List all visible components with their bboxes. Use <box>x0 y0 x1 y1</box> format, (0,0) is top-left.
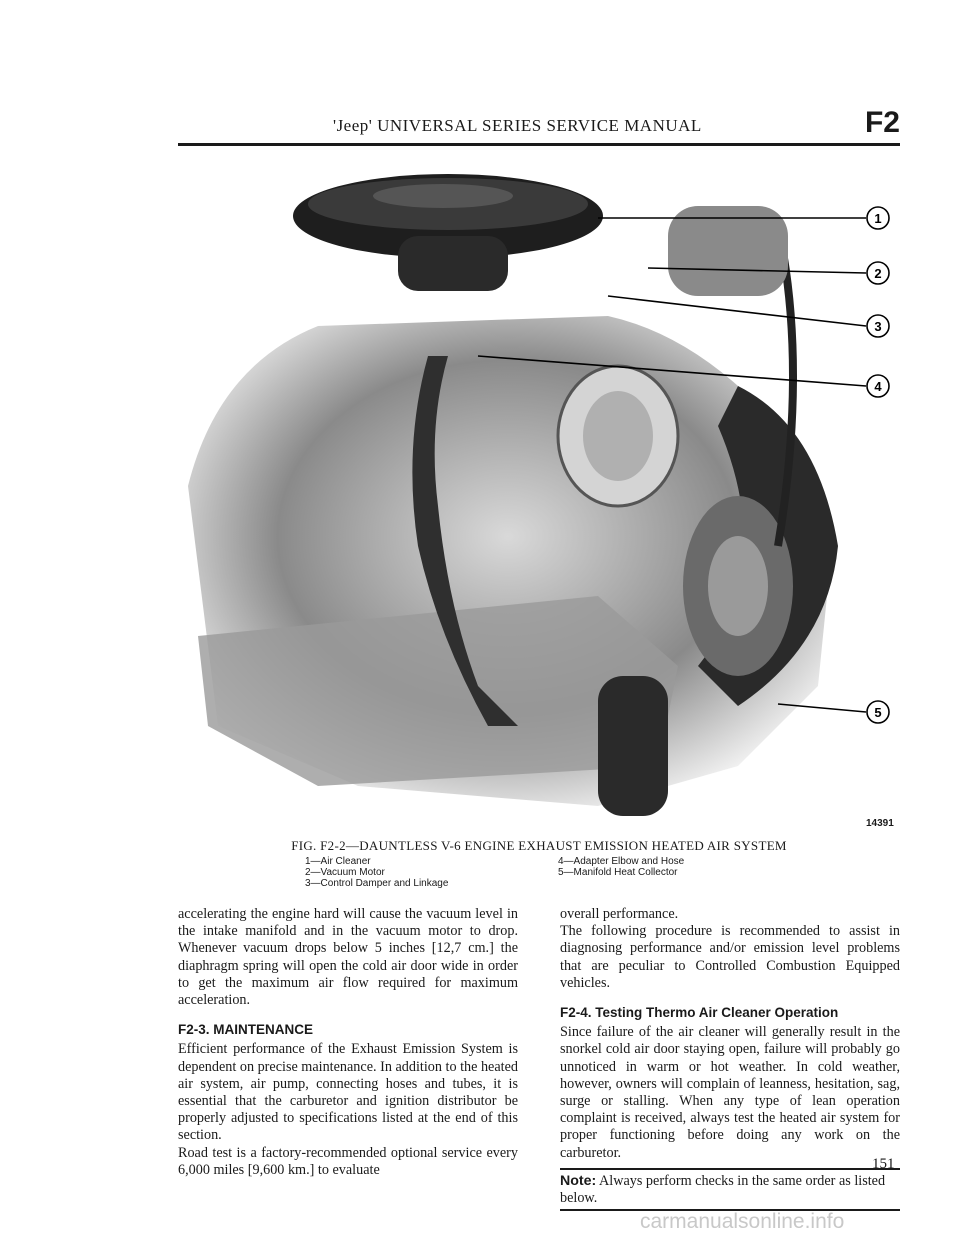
paragraph: Road test is a factory-recommended optional service every 6,000 miles [9,600 km.] to evaluate <box>178 1144 518 1178</box>
header-rule <box>178 143 900 146</box>
left-column <box>178 906 518 1179</box>
legend-item: 2—Vacuum Motor <box>305 867 385 878</box>
callout-3: 3 <box>874 319 882 334</box>
page-number: 151 <box>872 1156 895 1172</box>
paragraph: accelerating the engine hard will cause the vacuum level in the intake manifold and in the vacuum motor to drop. Whenever vacuum drops below 5 inches [12,7 cm.] the diaphragm spring will open the cold air door wide in order to get the maximum air flow required for maximum acceleration. <box>178 906 518 1009</box>
figure-legend-right <box>558 856 684 878</box>
paragraph: Efficient performance of the Exhaust Emission System is dependent on precise maintenance. In addition to the heated air system, air pump, connecting hoses and tubes, it is essential that the carburetor and ignition distributor be properly adjusted to specifications listed at the end of this section. <box>178 1041 518 1144</box>
legend-item: 4—Adapter Elbow and Hose <box>558 856 685 867</box>
page-header <box>178 106 900 150</box>
section-code: F2 <box>864 106 900 139</box>
callout-5: 5 <box>874 705 882 720</box>
watermark: carmanualsonline.info <box>640 1210 845 1233</box>
paragraph: Since failure of the air cleaner will generally result in the snorkel cold air door staying open, failure will probably go unnoticed in warm or hot weather. In cold weather, however, owners will complain of leanness, hesitation, sag, surge or stalling. When any type of lean operation complaint is received, always test the heated air system for proper functioning before doing any work on the carburetor. <box>560 1024 900 1161</box>
legend-item: 5—Manifold Heat Collector <box>558 867 678 878</box>
legend-item: 3—Control Damper and Linkage <box>305 878 449 889</box>
figure-legend-left <box>305 856 448 889</box>
manual-title: 'Jeep' UNIVERSAL SERIES SERVICE MANUAL <box>333 116 702 135</box>
engine-photo-figure <box>178 166 900 826</box>
callout-4: 4 <box>874 379 882 394</box>
legend-item: 1—Air Cleaner <box>305 856 371 867</box>
section-heading-testing: F2-4. Testing Thermo Air Cleaner Operation <box>560 1005 839 1021</box>
paragraph: overall performance. <box>560 906 679 922</box>
note-box <box>560 1168 900 1211</box>
callout-1: 1 <box>874 211 882 226</box>
right-column <box>560 906 900 1211</box>
paragraph: The following procedure is recommended to assist in diagnosing performance and/or emission level problems that are peculiar to Controlled Combustion Equipped vehicles. <box>560 923 900 991</box>
figure-caption: FIG. F2-2—DAUNTLESS V-6 ENGINE EXHAUST EMISSION HEATED AIR SYSTEM <box>291 838 787 853</box>
section-heading-maintenance: F2-3. MAINTENANCE <box>178 1022 314 1038</box>
note-text: Always perform checks in the same order as listed below. <box>560 1172 886 1207</box>
callout-2: 2 <box>874 266 882 281</box>
engine-photo <box>178 166 900 826</box>
note-label: Note: <box>560 1172 597 1189</box>
figure-image-number: 14391 <box>866 818 894 829</box>
